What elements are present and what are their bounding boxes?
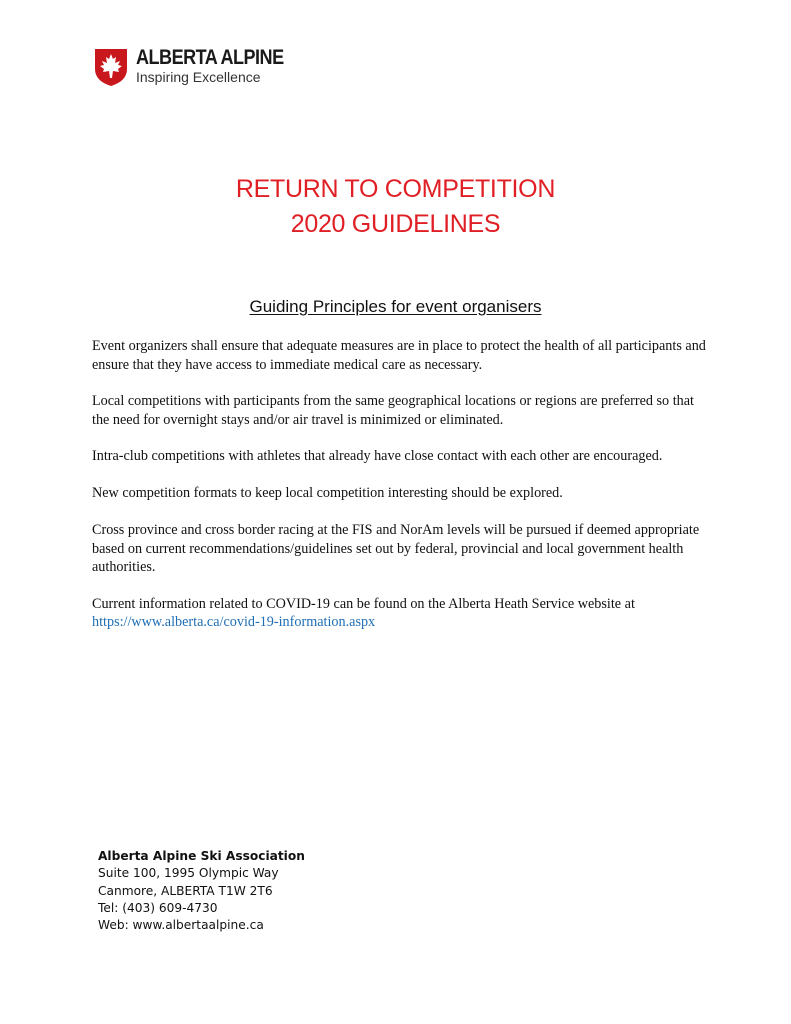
document-body bbox=[92, 337, 712, 650]
footer-org-name: Alberta Alpine Ski Association bbox=[98, 849, 305, 863]
footer-address bbox=[98, 848, 305, 934]
footer-address-line-1: Suite 100, 1995 Olympic Way bbox=[98, 866, 279, 881]
paragraph-intra-club: Intra-club competitions with athletes that already have close contact with each other are encouraged. bbox=[92, 448, 663, 464]
section-heading: Guiding Principles for event organisers bbox=[249, 297, 542, 316]
covid-info-text: Current information related to COVID-19 can be found on the Alberta Heath Service website at bbox=[92, 595, 635, 612]
footer-address-line-2: Canmore, ALBERTA T1W 2T6 bbox=[98, 883, 273, 898]
alberta-alpine-logo bbox=[92, 44, 308, 88]
footer-website: Web: www.albertaalpine.ca bbox=[98, 918, 264, 933]
maple-leaf-shield-icon bbox=[92, 45, 130, 87]
paragraph-cross-border: Cross province and cross border racing at the FIS and NorAm levels will be pursued if deemed appropriate based on current recommendations/guidelines set out by federal, provincial and local government health authorities. bbox=[92, 522, 700, 575]
footer-phone: Tel: (403) 609-4730 bbox=[98, 900, 218, 915]
paragraph-new-formats: New competition formats to keep local competition interesting should be explored. bbox=[92, 484, 563, 501]
paragraph-local-competitions: Local competitions with participants from the same geographical locations or regions are preferred so that the need for overnight stays and/or air travel is minimized or eliminated. bbox=[92, 393, 694, 428]
document-title bbox=[0, 172, 791, 242]
title-line-1: RETURN TO COMPETITION bbox=[235, 175, 556, 203]
logo-text bbox=[136, 47, 308, 85]
logo-title: ALBERTA ALPINE bbox=[136, 46, 284, 69]
paragraph-health-measures: Event organizers shall ensure that adequate measures are in place to protect the health of all participants and ensure that they have access to immediate medical care as necessary. bbox=[92, 338, 706, 373]
logo-tagline: Inspiring Excellence bbox=[136, 69, 261, 85]
covid-info-link[interactable]: https://www.alberta.ca/covid-19-information.aspx bbox=[92, 614, 376, 630]
paragraph-covid-info bbox=[92, 595, 712, 632]
title-line-2: 2020 GUIDELINES bbox=[290, 210, 501, 238]
